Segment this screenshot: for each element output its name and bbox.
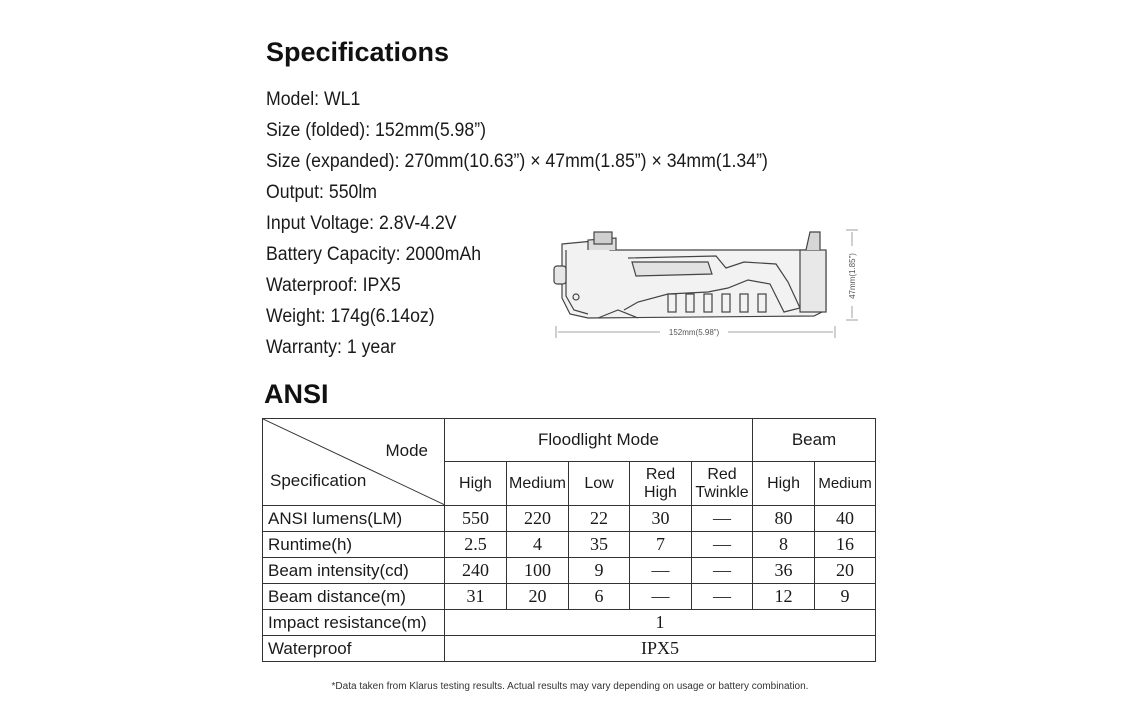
table-cell: 36 — [753, 558, 815, 584]
table-cell: — — [630, 558, 692, 584]
table-cell: 100 — [507, 558, 569, 584]
row-label: Beam distance(m) — [263, 584, 445, 610]
ansi-title: ANSI — [264, 379, 329, 409]
table-cell: 9 — [815, 584, 876, 610]
corner-diagonal-line — [263, 419, 445, 505]
corner-mode-label: Mode — [385, 441, 428, 460]
spec-weight: Weight: 174g(6.14oz) — [266, 306, 435, 327]
height-dimension-label: 47mm(1.85”) — [848, 253, 857, 299]
table-cell: — — [692, 558, 753, 584]
spec-input-voltage: Input Voltage: 2.8V-4.2V — [266, 213, 457, 234]
table-cell: 220 — [507, 506, 569, 532]
table-cell: — — [692, 584, 753, 610]
spec-size-folded: Size (folded): 152mm(5.98”) — [266, 120, 486, 141]
beam-header: Beam — [753, 419, 876, 462]
table-row — [263, 532, 876, 558]
col-header-red-twinkle: Red Twinkle — [692, 462, 753, 506]
table-cell: 7 — [630, 532, 692, 558]
spec-size-expanded: Size (expanded): 270mm(10.63”) × 47mm(1.85”) × 34mm(1.34”) — [266, 151, 768, 172]
table-row — [263, 558, 876, 584]
table-cell: 30 — [630, 506, 692, 532]
table-cell: — — [692, 532, 753, 558]
table-cell: — — [692, 506, 753, 532]
col-header-flood-low: Low — [569, 462, 630, 506]
row-label: Beam intensity(cd) — [263, 558, 445, 584]
table-cell: 20 — [507, 584, 569, 610]
table-cell: 40 — [815, 506, 876, 532]
table-corner-header — [263, 419, 445, 506]
table-cell: 22 — [569, 506, 630, 532]
table-row — [263, 506, 876, 532]
table-cell: 16 — [815, 532, 876, 558]
spec-battery-capacity: Battery Capacity: 2000mAh — [266, 244, 482, 265]
table-cell: 8 — [753, 532, 815, 558]
table-cell: 12 — [753, 584, 815, 610]
waterproof-value: IPX5 — [445, 636, 876, 662]
corner-specification-label: Specification — [270, 471, 367, 490]
table-cell: 9 — [569, 558, 630, 584]
ansi-table — [262, 418, 876, 662]
col-header-flood-medium: Medium — [507, 462, 569, 506]
width-dimension-label: 152mm(5.98”) — [668, 328, 720, 337]
spec-output: Output: 550lm — [266, 182, 377, 203]
footnote: *Data taken from Klarus testing results. Actual results may vary depending on usage or battery combination. — [331, 681, 809, 692]
spec-waterproof: Waterproof: IPX5 — [266, 275, 401, 296]
floodlight-mode-header: Floodlight Mode — [445, 419, 753, 462]
table-cell: 550 — [445, 506, 507, 532]
row-label-impact: Impact resistance(m) — [263, 610, 445, 636]
table-cell: 6 — [569, 584, 630, 610]
row-label: Runtime(h) — [263, 532, 445, 558]
table-row — [263, 636, 876, 662]
col-header-red-high: Red High — [630, 462, 692, 506]
impact-value: 1 — [445, 610, 876, 636]
table-cell: 31 — [445, 584, 507, 610]
table-cell: 35 — [569, 532, 630, 558]
table-cell: 4 — [507, 532, 569, 558]
table-cell: 20 — [815, 558, 876, 584]
table-cell: 80 — [753, 506, 815, 532]
table-cell: 2.5 — [445, 532, 507, 558]
worklight-dimension-diagram — [548, 222, 868, 348]
spec-warranty: Warranty: 1 year — [266, 337, 396, 358]
col-header-beam-high: High — [753, 462, 815, 506]
col-header-beam-medium: Medium — [815, 462, 876, 506]
table-cell: — — [630, 584, 692, 610]
row-label-waterproof: Waterproof — [263, 636, 445, 662]
table-cell: 240 — [445, 558, 507, 584]
specifications-title: Specifications — [266, 37, 450, 67]
worklight-illustration — [554, 232, 826, 318]
spec-model: Model: WL1 — [266, 89, 361, 110]
col-header-flood-high: High — [445, 462, 507, 506]
table-row — [263, 584, 876, 610]
row-label: ANSI lumens(LM) — [263, 506, 445, 532]
table-row — [263, 610, 876, 636]
